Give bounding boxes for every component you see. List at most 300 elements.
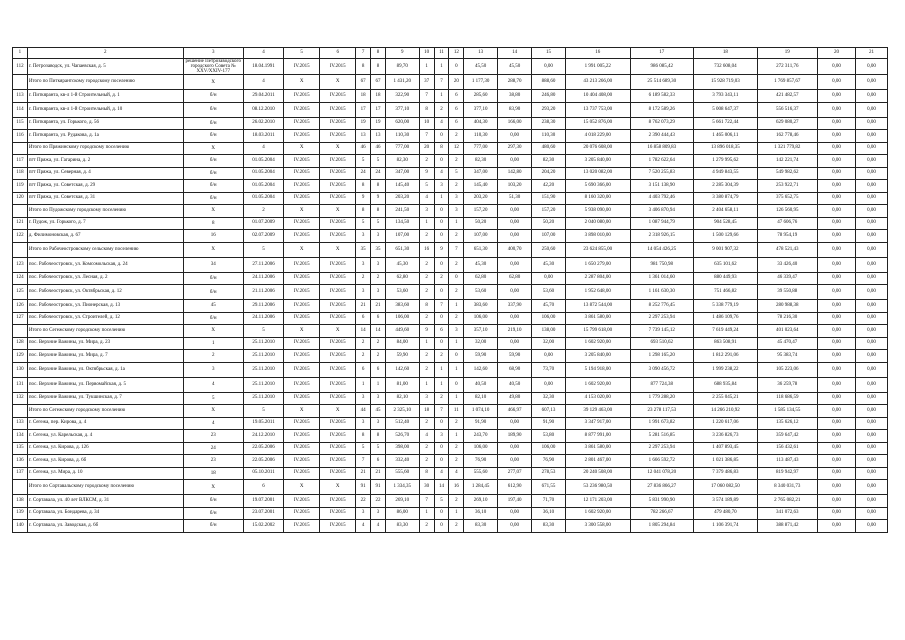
table-cell: 2 040 080,00 xyxy=(565,217,630,230)
table-cell xyxy=(13,405,28,418)
table-cell: г. Питкяранта, ул. Рудакова, д. 1а xyxy=(27,130,183,143)
table-cell: 91,90 xyxy=(464,417,498,430)
table-cell: Х xyxy=(183,75,243,90)
table-cell: 2 xyxy=(356,337,371,350)
table-cell: 204,20 xyxy=(532,167,566,180)
table-cell: 2 xyxy=(449,520,464,533)
table-cell: IV.2015 xyxy=(320,455,356,468)
table-cell: 347,00 xyxy=(385,167,419,180)
table-cell: 4 xyxy=(419,430,434,443)
table-cell: 19 xyxy=(356,117,371,130)
table-cell: 20 076 608,00 xyxy=(565,142,630,155)
table-cell: 19 xyxy=(371,117,386,130)
table-cell: 377,10 xyxy=(464,102,498,117)
table-cell: 0,00 xyxy=(856,325,888,338)
table-cell: 0 xyxy=(434,285,449,300)
table-cell: 751 466,82 xyxy=(694,285,758,300)
table-cell: 78 216,30 xyxy=(757,312,817,325)
table-cell: IV.2015 xyxy=(284,430,320,443)
table-cell: 129 xyxy=(13,350,28,363)
table-cell: 2 318 926,15 xyxy=(630,230,694,243)
table-cell: 5 338 779,19 xyxy=(694,300,758,313)
table-cell: Итого по Сегежскому городскому поселению xyxy=(27,325,183,338)
table-cell: 62,80 xyxy=(385,272,419,285)
table-cell: 5 008 647,37 xyxy=(694,102,758,117)
table-cell: 6 xyxy=(371,455,386,468)
table-cell: Итого по Пряжинскому городскому поселению xyxy=(27,142,183,155)
table-cell: 0,00 xyxy=(856,350,888,363)
table-cell: 2 xyxy=(449,495,464,508)
table-cell: IV.2015 xyxy=(320,300,356,313)
table-cell: Итого по Сортавальскому городскому поселению xyxy=(27,480,183,495)
table-cell: IV.2015 xyxy=(320,155,356,168)
table-cell: б/н xyxy=(183,167,243,180)
table-cell: 0,00 xyxy=(498,217,532,230)
table-cell: 549 982,62 xyxy=(757,167,817,180)
table-cell: 526,70 xyxy=(385,430,419,443)
table-cell: б/н xyxy=(183,130,243,143)
table-cell: 1 585 134,55 xyxy=(757,405,817,418)
table-cell: 36 259,78 xyxy=(757,377,817,392)
table-row xyxy=(13,272,888,285)
table-cell: б/н xyxy=(183,272,243,285)
table-cell: 986 085,42 xyxy=(630,59,694,75)
table-cell: 83,30 xyxy=(464,520,498,533)
table-cell: 16 858 809,83 xyxy=(630,142,694,155)
table-cell: 29.11.2006 xyxy=(243,300,283,313)
table-cell: 0,00 xyxy=(817,257,855,272)
table-cell: 0,00 xyxy=(856,392,888,405)
table-cell: 6 189 582,33 xyxy=(630,90,694,103)
table-cell: 2 xyxy=(371,337,386,350)
table-cell: 0,00 xyxy=(817,75,855,90)
table-cell: 5 xyxy=(371,442,386,455)
table-cell: 25.11.2010 xyxy=(243,392,283,405)
table-cell: 40,50 xyxy=(464,377,498,392)
table-cell: 01.05.2004 xyxy=(243,192,283,205)
table-cell: 1 952 648,00 xyxy=(565,285,630,300)
table-cell: б/н xyxy=(183,192,243,205)
table-cell: 0,00 xyxy=(817,392,855,405)
table-cell: 3 236 826,73 xyxy=(694,430,758,443)
table-cell: 120 xyxy=(13,192,28,205)
table-cell: 44 xyxy=(356,405,371,418)
table-cell: 8 xyxy=(356,430,371,443)
table-cell: 125 xyxy=(13,285,28,300)
table-row xyxy=(13,217,888,230)
table-cell: 5 xyxy=(434,495,449,508)
table-cell: 0 xyxy=(434,507,449,520)
table-cell: 6 xyxy=(449,102,464,117)
table-cell: 01.05.2004 xyxy=(243,155,283,168)
table-cell: 14 xyxy=(356,325,371,338)
table-cell: 2 287 804,00 xyxy=(565,272,630,285)
table-cell: 14 xyxy=(371,325,386,338)
table-cell: 21 xyxy=(356,300,371,313)
table-cell: 32,00 xyxy=(464,337,498,350)
table-cell: 288,70 xyxy=(498,75,532,90)
table-cell: б/н xyxy=(183,90,243,103)
table-cell: 112 xyxy=(13,59,28,75)
table-cell: 140 xyxy=(13,520,28,533)
table-cell: 981 750,98 xyxy=(630,257,694,272)
table-cell: 82,10 xyxy=(464,392,498,405)
table-cell: 3 861 580,00 xyxy=(565,312,630,325)
table-cell: 2 xyxy=(434,272,449,285)
table-cell: 02.07.2009 xyxy=(243,230,283,243)
table-cell: 0,00 xyxy=(498,312,532,325)
table-cell: 3 406 870,94 xyxy=(630,205,694,218)
table-cell: 4 018 229,00 xyxy=(565,130,630,143)
table-cell: 25 514 689,30 xyxy=(630,75,694,90)
table-cell: 1 xyxy=(449,507,464,520)
table-cell: 5 xyxy=(371,217,386,230)
table-cell: 9 xyxy=(356,192,371,205)
column-number-cell: 14 xyxy=(498,48,532,59)
table-cell: 135 626,12 xyxy=(757,417,817,430)
table-cell: 0 xyxy=(434,130,449,143)
table-cell: 2 xyxy=(419,257,434,272)
table-cell: 0,00 xyxy=(856,242,888,257)
table-cell: 671,55 xyxy=(532,480,566,495)
table-cell: 82,10 xyxy=(385,392,419,405)
table-cell: 357,10 xyxy=(464,325,498,338)
table-cell: 36,10 xyxy=(532,507,566,520)
table-cell: 8 xyxy=(371,59,386,75)
table-cell: Х xyxy=(284,325,320,338)
table-cell: 8 xyxy=(371,180,386,193)
table-row xyxy=(13,455,888,468)
column-number-cell: 10 xyxy=(419,48,434,59)
table-cell: 5 xyxy=(449,167,464,180)
table-cell: 2 xyxy=(449,285,464,300)
table-cell: 347,00 xyxy=(464,167,498,180)
table-cell: 3 574 189,89 xyxy=(694,495,758,508)
table-cell: 0,00 xyxy=(817,325,855,338)
table-cell: IV.2015 xyxy=(284,392,320,405)
table-cell: б/н xyxy=(183,155,243,168)
table-cell: 11 xyxy=(449,405,464,418)
table-cell: 1 805 294,84 xyxy=(630,520,694,533)
table-cell: 68,90 xyxy=(498,362,532,377)
table-cell: 0 xyxy=(434,155,449,168)
table-cell xyxy=(13,325,28,338)
table-cell: 13 896 018,35 xyxy=(694,142,758,155)
table-cell: 6 xyxy=(356,312,371,325)
table-cell: 103,20 xyxy=(498,180,532,193)
table-cell: 421 482,57 xyxy=(757,90,817,103)
table-cell: 1 782 622,64 xyxy=(630,155,694,168)
table-cell: 359 647,42 xyxy=(757,430,817,443)
table-cell: 1 334,35 xyxy=(385,480,419,495)
table-cell: 1 xyxy=(183,337,243,350)
table-row xyxy=(13,117,888,130)
table-cell: пос. Рабочеостровск, ул. Комсомольская, д. 24 xyxy=(27,257,183,272)
table-cell: 8 xyxy=(371,205,386,218)
table-row xyxy=(13,325,888,338)
table-cell: 0,00 xyxy=(856,257,888,272)
table-cell: 3 205 840,00 xyxy=(565,350,630,363)
table-cell: решение Петрозаводского городского Совета № XXV/XXIV-177 xyxy=(183,59,243,75)
table-cell: 134,50 xyxy=(385,217,419,230)
table-cell: 46 339,47 xyxy=(757,272,817,285)
table-cell: 3 793 343,11 xyxy=(694,90,758,103)
table-cell: 95 383,74 xyxy=(757,350,817,363)
table-cell: 51,30 xyxy=(498,192,532,205)
table-cell: 0,00 xyxy=(856,272,888,285)
table-cell: IV.2015 xyxy=(320,417,356,430)
table-cell: IV.2015 xyxy=(320,257,356,272)
table-cell: 0,00 xyxy=(856,455,888,468)
table-cell: 0,00 xyxy=(498,205,532,218)
column-number-cell: 15 xyxy=(532,48,566,59)
table-cell: IV.2015 xyxy=(284,117,320,130)
table-cell: б/н xyxy=(183,285,243,300)
table-cell: 0,00 xyxy=(498,257,532,272)
table-cell: 1 074,10 xyxy=(464,405,498,418)
table-cell: IV.2015 xyxy=(284,417,320,430)
table-cell: 50,20 xyxy=(532,217,566,230)
table-cell: IV.2015 xyxy=(284,257,320,272)
column-number-cell: 7 xyxy=(356,48,371,59)
table-cell: 71,70 xyxy=(532,495,566,508)
table-cell: 21 xyxy=(356,467,371,480)
table-cell: 2 xyxy=(419,272,434,285)
table-cell: 0,00 xyxy=(817,272,855,285)
table-cell: 3 380 874,79 xyxy=(694,192,758,205)
table-cell: 25.11.2010 xyxy=(243,362,283,377)
table-cell: 0,00 xyxy=(817,155,855,168)
table-cell: 732 608,04 xyxy=(694,59,758,75)
table-cell: 24 xyxy=(356,167,371,180)
table-cell: Х xyxy=(183,205,243,218)
table-cell: 383,60 xyxy=(385,300,419,313)
table-cell: 7 619 449,24 xyxy=(694,325,758,338)
table-cell: 0,00 xyxy=(498,337,532,350)
table-cell: 3 xyxy=(356,417,371,430)
table-cell: Х xyxy=(284,242,320,257)
table-cell: 0,00 xyxy=(856,300,888,313)
table-cell: IV.2015 xyxy=(284,217,320,230)
table-cell: 4 949 843,55 xyxy=(694,167,758,180)
table-cell: 0,00 xyxy=(856,417,888,430)
table-cell: 197,40 xyxy=(498,495,532,508)
table-cell: IV.2015 xyxy=(320,442,356,455)
table-cell: 297,30 xyxy=(498,142,532,155)
table-cell: 2 xyxy=(356,272,371,285)
table-cell: 156 432,61 xyxy=(757,442,817,455)
table-cell: 3 xyxy=(371,285,386,300)
table-cell: 106,00 xyxy=(385,312,419,325)
table-cell: г. Питкяранта, ул. Горького, д. 56 xyxy=(27,117,183,130)
table-cell: Х xyxy=(284,405,320,418)
table-cell: 1 xyxy=(449,300,464,313)
table-cell: IV.2015 xyxy=(284,167,320,180)
table-cell: 8 xyxy=(419,300,434,313)
table-row xyxy=(13,480,888,495)
table-cell: 35 xyxy=(371,242,386,257)
table-cell: 1 407 893,45 xyxy=(694,442,758,455)
table-cell: 4 xyxy=(243,142,283,155)
table-cell xyxy=(13,205,28,218)
table-row xyxy=(13,312,888,325)
table-cell: 33 426,40 xyxy=(757,257,817,272)
table-cell: пгт Пряжа, ул. Северная, д. 4 xyxy=(27,167,183,180)
table-cell: 1 486 109,76 xyxy=(694,312,758,325)
table-cell: 17 xyxy=(356,102,371,117)
table-cell: 0,00 xyxy=(817,337,855,350)
table-cell: 904 528,45 xyxy=(694,217,758,230)
table-cell: 8 xyxy=(371,430,386,443)
table-cell: 1 xyxy=(449,392,464,405)
table-cell: 1 xyxy=(434,362,449,377)
table-cell: 135 xyxy=(13,442,28,455)
table-cell: 189,90 xyxy=(498,430,532,443)
table-row xyxy=(13,417,888,430)
table-cell: Итого по Пудожскому городскому поселению xyxy=(27,205,183,218)
table-cell: 466,97 xyxy=(498,405,532,418)
table-cell: 629 080,27 xyxy=(757,117,817,130)
table-cell: 01.05.2004 xyxy=(243,180,283,193)
table-cell: 67 xyxy=(371,75,386,90)
table-cell: 0,00 xyxy=(498,520,532,533)
table-cell: 6 xyxy=(449,117,464,130)
table-cell: 27.11.2006 xyxy=(243,257,283,272)
table-cell: 0,00 xyxy=(817,417,855,430)
table-cell: 1 xyxy=(419,507,434,520)
table-cell: 142,80 xyxy=(498,167,532,180)
table-cell: 3 xyxy=(449,205,464,218)
table-cell: г. Сегежа, ул. Карельская, д. 4 xyxy=(27,430,183,443)
table-cell: 138 xyxy=(13,495,28,508)
table-cell: 2 xyxy=(419,350,434,363)
table-cell: 22.05.2006 xyxy=(243,442,283,455)
table-cell: 82,30 xyxy=(464,155,498,168)
table-cell: 243,70 xyxy=(464,430,498,443)
table-cell: Х xyxy=(320,142,356,155)
table-cell: 0,00 xyxy=(856,180,888,193)
table-cell: б/н xyxy=(183,117,243,130)
table-cell: 863 508,91 xyxy=(694,337,758,350)
table-cell: 4 xyxy=(356,520,371,533)
table-cell: 400,70 xyxy=(498,242,532,257)
table-cell: 9 xyxy=(419,325,434,338)
table-cell: 134 xyxy=(13,430,28,443)
table-cell: 0,00 xyxy=(817,480,855,495)
table-cell: 0,00 xyxy=(817,520,855,533)
table-cell: 0,00 xyxy=(817,350,855,363)
table-cell: 4 xyxy=(434,467,449,480)
table-cell: 0,00 xyxy=(817,362,855,377)
table-cell: 49,80 xyxy=(498,392,532,405)
table-cell: 2 765 082,21 xyxy=(757,495,817,508)
table-cell: 0 xyxy=(449,272,464,285)
table-cell: 8 762 073,29 xyxy=(630,117,694,130)
table-cell: 0 xyxy=(434,442,449,455)
table-row xyxy=(13,205,888,218)
table-cell: 4 xyxy=(419,192,434,205)
table-row xyxy=(13,337,888,350)
table-cell: 5 xyxy=(356,217,371,230)
table-cell: 0,00 xyxy=(498,155,532,168)
table-cell: 0,00 xyxy=(817,230,855,243)
table-cell: г. Сегежа, ул. Кирова, д. 6б xyxy=(27,455,183,468)
table-cell: 277,07 xyxy=(498,467,532,480)
table-cell: IV.2015 xyxy=(284,192,320,205)
table-cell: 3 151 138,90 xyxy=(630,180,694,193)
table-cell: г. Сортавала, ул. 40 лет ВЛКСМ, д. 31 xyxy=(27,495,183,508)
table-row xyxy=(13,300,888,313)
table-cell: 59,90 xyxy=(464,350,498,363)
table-cell: 635 101,62 xyxy=(694,257,758,272)
table-cell: 151,90 xyxy=(532,192,566,205)
table-cell: 127 xyxy=(13,312,28,325)
table-cell: пос. Рабочеостровск, ул. Пионерская, д. 13 xyxy=(27,300,183,313)
table-cell: 1 xyxy=(371,377,386,392)
table-cell: Х xyxy=(320,205,356,218)
table-cell: 126 xyxy=(13,300,28,313)
table-cell: IV.2015 xyxy=(320,180,356,193)
table-cell: 7 xyxy=(419,90,434,103)
table-cell: 3 xyxy=(419,205,434,218)
table-cell: 22.05.2006 xyxy=(243,455,283,468)
table-cell: IV.2015 xyxy=(284,362,320,377)
table-cell: IV.2015 xyxy=(320,495,356,508)
table-cell: 3 xyxy=(356,230,371,243)
table-cell: г. Пудож, ул. Горького, д. 7 xyxy=(27,217,183,230)
table-cell: 4 153 020,00 xyxy=(565,392,630,405)
table-cell: IV.2015 xyxy=(320,285,356,300)
table-cell: 0 xyxy=(434,337,449,350)
table-cell: 5 194 918,00 xyxy=(565,362,630,377)
table-cell: 137 xyxy=(13,467,28,480)
table-cell: 8 172 589,26 xyxy=(630,102,694,117)
table-cell: 40,50 xyxy=(498,377,532,392)
table-cell: пос. Верхние Важины, ул. Тукшинская, д. 7 xyxy=(27,392,183,405)
table-row xyxy=(13,155,888,168)
table-cell: 132 xyxy=(13,392,28,405)
table-cell: 0,00 xyxy=(532,59,566,75)
table-cell: 4 xyxy=(243,75,283,90)
table-cell: 1 xyxy=(449,362,464,377)
table-cell: 0,00 xyxy=(817,142,855,155)
table-cell: 1 xyxy=(419,59,434,75)
table-cell: 651,30 xyxy=(385,242,419,257)
table-cell: 280 988,38 xyxy=(757,300,817,313)
table-cell: 45,30 xyxy=(464,257,498,272)
table-cell: 0,00 xyxy=(856,480,888,495)
table-cell: 113 487,43 xyxy=(757,455,817,468)
table-row xyxy=(13,405,888,418)
table-cell: 08.12.2010 xyxy=(243,102,283,117)
table-cell: 0,00 xyxy=(856,405,888,418)
table-row xyxy=(13,495,888,508)
table-cell: 8 xyxy=(434,142,449,155)
table-cell: 1 xyxy=(419,337,434,350)
table-cell: 2 xyxy=(449,155,464,168)
table-cell: 10 404 408,00 xyxy=(565,90,630,103)
table-cell: IV.2015 xyxy=(320,217,356,230)
table-cell: 45,50 xyxy=(464,59,498,75)
table-cell: 23 xyxy=(183,430,243,443)
table-cell: 166,00 xyxy=(498,117,532,130)
table-cell: 5 661 722,44 xyxy=(694,117,758,130)
table-cell: 3 xyxy=(449,325,464,338)
table-cell: 1 021 386,85 xyxy=(694,455,758,468)
table-cell: 0,00 xyxy=(856,520,888,533)
table-cell: 107,00 xyxy=(532,230,566,243)
table-cell: 53,60 xyxy=(464,285,498,300)
